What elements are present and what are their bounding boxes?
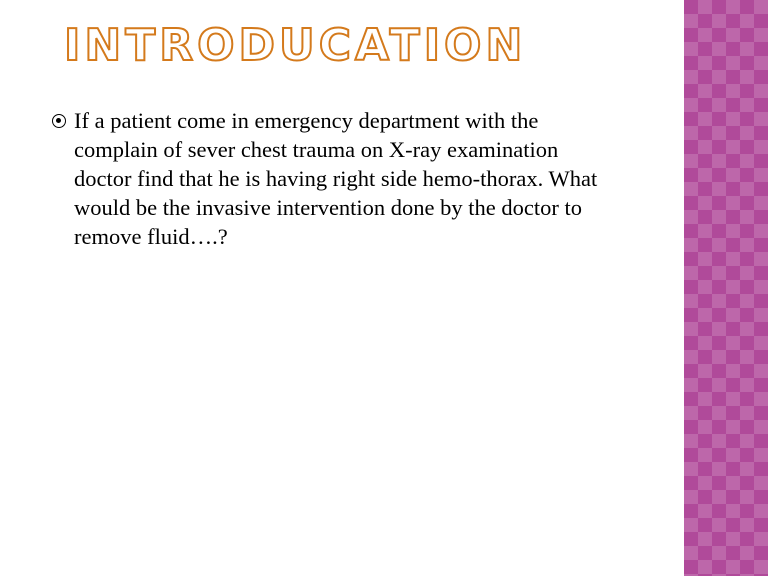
decorative-side-band	[684, 0, 768, 576]
circle-bullet-icon	[52, 114, 66, 128]
bullet-item	[52, 106, 702, 251]
slide-title: INTRODUCATION	[64, 20, 527, 71]
bullet-text: If a patient come in emergency department with the complain of sever chest trauma on X-ray examination doctor find that he is having right side hemo-thorax. What would be the invasive intervention done by the doctor to remove fluid….?	[74, 108, 598, 249]
